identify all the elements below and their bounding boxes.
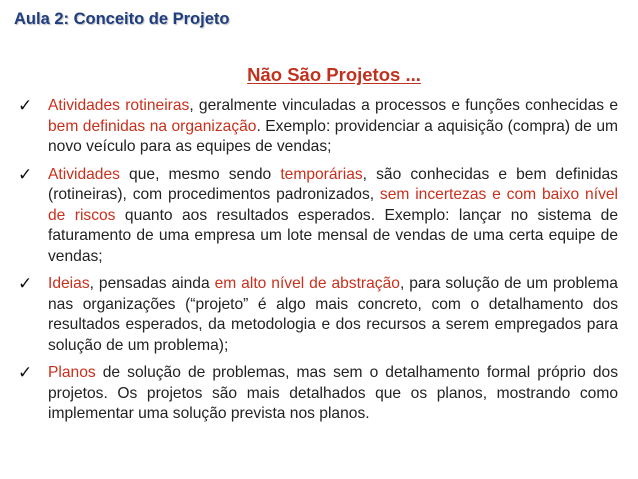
item-text (48, 97, 618, 155)
bullet-list (18, 96, 618, 432)
check-icon: ✓ (18, 274, 33, 294)
item-text (48, 275, 618, 354)
highlight-text: Ideias (48, 275, 90, 292)
list-item (18, 165, 618, 268)
slide-title: Não São Projetos ... (247, 64, 421, 85)
item-text (48, 364, 618, 422)
list-item (18, 274, 618, 356)
highlight-text: temporárias (280, 165, 363, 183)
item-text-segment: de solução de problemas, mas sem o detalhamento formal próprio dos projetos. Os projetos são mais detalhados que os planos, mostrando como implementar uma solução prevista nos planos. (48, 364, 618, 422)
item-text-segment: , para solução de um problema nas organizações (“projeto” é algo mais concreto, com o detalhamento dos resultados esperados, da metodologia e dos recursos a serem empregados para solução de um problema); (48, 275, 618, 354)
item-text-segment: que, mesmo sendo (119, 165, 281, 183)
highlight-text: Planos (48, 364, 96, 381)
item-text-segment: . Exemplo: providenciar a aquisição (compra) de um novo veículo para as equipes de vendas; (48, 117, 618, 155)
list-item (18, 96, 618, 158)
highlight-text: bem definidas na organização (48, 117, 257, 135)
highlight-text: em alto nível de abstração (214, 275, 400, 292)
check-icon: ✓ (18, 96, 33, 116)
check-icon: ✓ (18, 363, 33, 383)
item-text-segment: , pensadas ainda (89, 275, 215, 292)
item-text-segment: , são conhecidas e bem definidas (rotineiras), com procedimentos padronizados, (48, 165, 618, 203)
highlight-text: Atividades (48, 165, 120, 183)
highlight-text: sem incertezas e com baixo nível de riscos (48, 186, 618, 224)
list-item (18, 363, 618, 425)
slide-title-container (0, 64, 638, 86)
check-icon: ✓ (18, 164, 33, 185)
item-text-segment: quanto aos resultados esperados. Exemplo: lançar no sistema de faturamento de uma empresa um lote mensal de vendas de uma certa equipe de vendas; (48, 206, 618, 265)
highlight-text: Atividades rotineiras (48, 97, 190, 114)
item-text (48, 166, 618, 265)
slide-header: Aula 2: Conceito de Projeto (14, 10, 230, 28)
item-text-segment: , geralmente vinculadas a processos e funções conhecidas e (189, 97, 618, 114)
